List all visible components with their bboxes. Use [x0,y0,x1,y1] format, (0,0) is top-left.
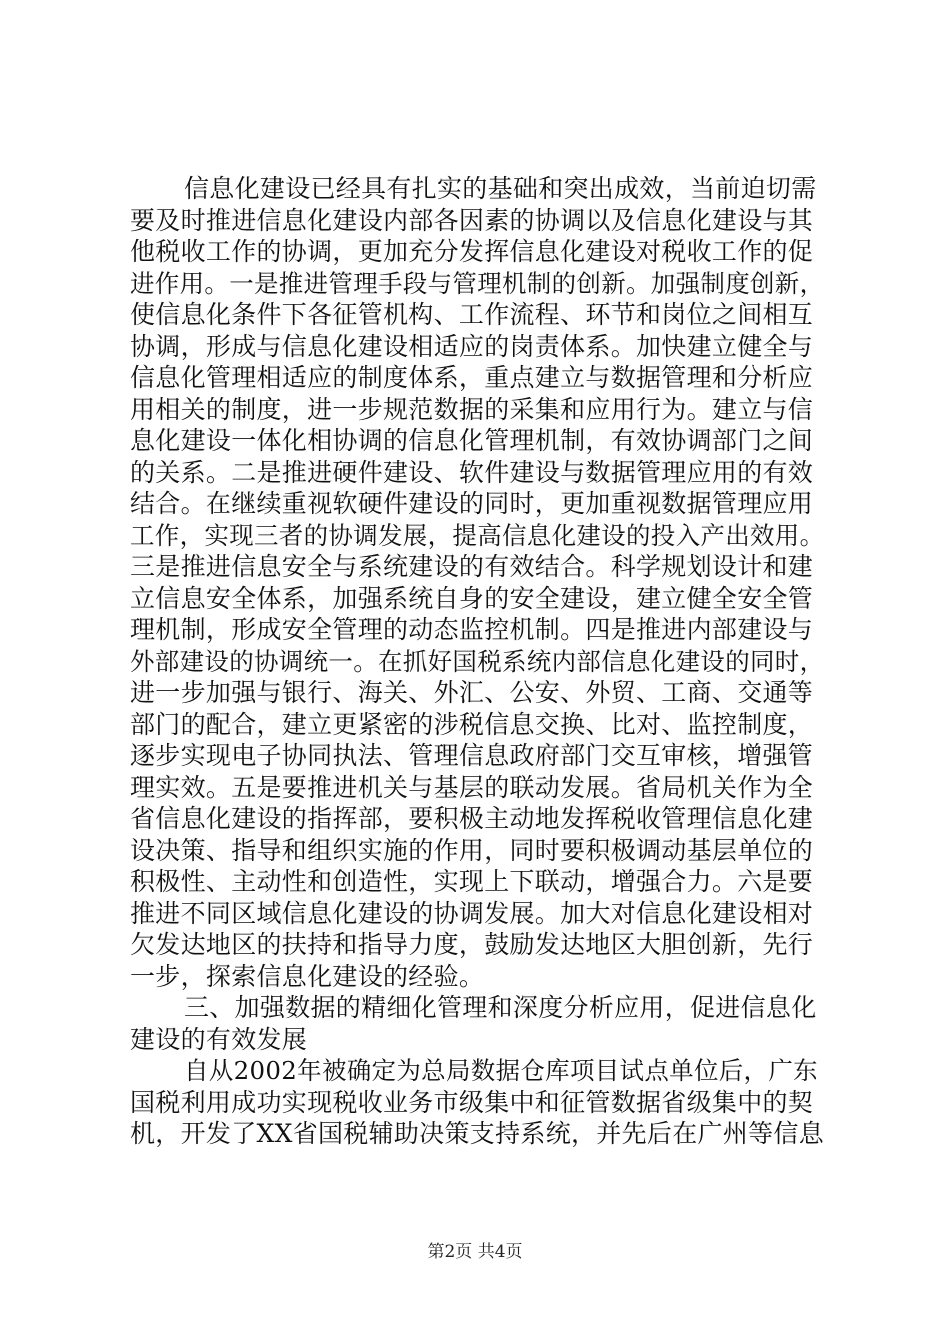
text-line: 机，开发了XX省国税辅助决策支持系统，并先后在广州等信息 [130,1119,824,1148]
section-heading-line: 建设的有效发展 [130,1024,308,1054]
text-line: 三是推进信息安全与系统建设的有效结合。科学规划设计和建 [130,552,814,581]
text-line: 欠发达地区的扶持和指导力度，鼓励发达地区大胆创新，先行 [130,930,814,959]
text-line: 的关系。二是推进硬件建设、软件建设与数据管理应用的有效 [130,457,814,487]
text-line: 部门的配合，建立更紧密的涉税信息交换、比对、监控制度， [130,709,814,739]
text-line: 自从2002年被确定为总局数据仓库项目试点单位后，广东 [184,1056,818,1085]
page-footer: 第2页 共4页 [427,1242,523,1262]
text-line: 立信息安全体系，加强系统自身的安全建设，建立健全安全管 [130,583,814,613]
text-line: 外部建设的协调统一。在抓好国税系统内部信息化建设的同时， [130,646,825,676]
section-heading-line: 三、加强数据的精细化管理和深度分析应用，促进信息化 [184,993,817,1022]
text-line: 他税收工作的协调，更加充分发挥信息化建设对税收工作的促 [130,237,814,266]
text-line: 用相关的制度，进一步规范数据的采集和应用行为。建立与信 [130,394,814,424]
text-line: 使信息化条件下各征管机构、工作流程、环节和岗位之间相互 [130,300,814,329]
text-line: 协调，形成与信息化建设相适应的岗责体系。加快建立健全与 [130,331,814,361]
text-line: 信息化建设已经具有扎实的基础和突出成效，当前迫切需 [184,174,817,203]
text-line: 积极性、主动性和创造性，实现上下联动，增强合力。六是要 [130,867,814,896]
text-line: 一步，探索信息化建设的经验。 [130,961,485,991]
text-line: 进一步加强与银行、海关、外汇、公安、外贸、工商、交通等 [130,678,814,707]
text-line: 结合。在继续重视软硬件建设的同时，更加重视数据管理应用 [130,489,814,518]
text-line: 逐步实现电子协同执法、管理信息政府部门交互审核，增强管 [130,741,814,770]
text-line: 推进不同区域信息化建设的协调发展。加大对信息化建设相对 [130,898,814,928]
text-line: 进作用。一是推进管理手段与管理机制的创新。加强制度创新， [130,268,825,298]
text-line: 国税利用成功实现税收业务市级集中和征管数据省级集中的契 [130,1087,814,1117]
text-line: 理机制，形成安全管理的动态监控机制。四是推进内部建设与 [130,615,814,644]
text-line: 工作，实现三者的协调发展，提高信息化建设的投入产出效用。 [130,520,825,550]
text-line: 理实效。五是要推进机关与基层的联动发展。省局机关作为全 [130,772,814,802]
text-line: 省信息化建设的指挥部，要积极主动地发挥税收管理信息化建 [130,804,814,833]
text-line: 息化建设一体化相协调的信息化管理机制，有效协调部门之间 [130,426,814,455]
text-line: 设决策、指导和组织实施的作用，同时要积极调动基层单位的 [130,835,814,865]
text-line: 信息化管理相适应的制度体系，重点建立与数据管理和分析应 [130,363,814,392]
text-line: 要及时推进信息化建设内部各因素的协调以及信息化建设与其 [130,205,814,235]
